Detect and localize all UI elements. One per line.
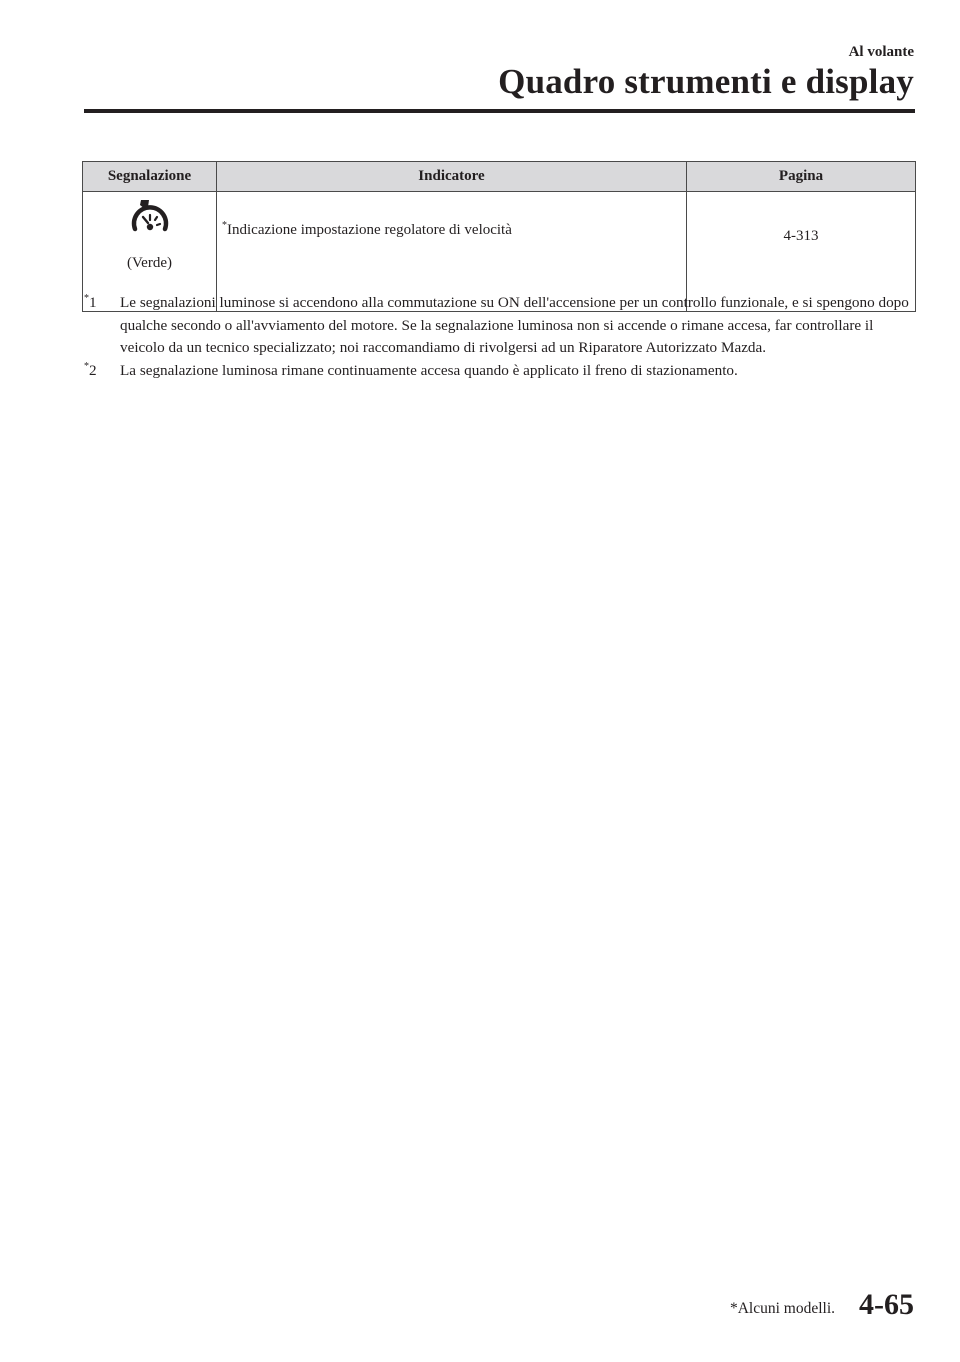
page-cell: 4-313 [687, 192, 916, 312]
footnote-asterisk: * [84, 360, 89, 372]
footnote-number: 2 [89, 361, 97, 379]
column-header-indicator: Indicatore [217, 162, 687, 192]
page-title: Quadro strumenti e display [498, 62, 914, 101]
column-header-signal: Segnalazione [83, 162, 217, 192]
indicator-asterisk: * [222, 220, 227, 231]
footnote-number: 1 [89, 294, 97, 311]
indicator-text: Indicazione impostazione regolatore di velocità [227, 222, 512, 238]
column-header-page: Pagina [687, 162, 916, 192]
icon-color-label: (Verde) [127, 255, 172, 271]
cruise-control-speedometer-icon [128, 196, 172, 246]
footnote-text: Le segnalazioni luminose si accendono alla commutazione su ON dell'accensione per un controllo funzionale, e si spengono dopo qualche secondo o all'avviamento del motore. Se la segnalazione luminosa non si accende o rimane accesa, far controllare il veicolo da un tecnico specializzato; noi raccomandiamo di rivolgersi ad un Riparatore Autorizzato Mazda. [120, 294, 909, 356]
footnote-asterisk: * [84, 292, 89, 304]
indicator-table [82, 161, 916, 312]
footnote-text: La segnalazione luminosa rimane continuamente accesa quando è applicato il freno di stazionamento. [120, 361, 738, 379]
footnotes [82, 292, 918, 382]
page-number: 4-65 [859, 1288, 914, 1321]
section-title: Al volante [848, 44, 914, 60]
footnote-2 [82, 360, 918, 383]
footer-note: *Alcuni modelli. [729, 1300, 835, 1317]
header-rule [84, 109, 915, 113]
table-header-row [83, 162, 916, 192]
footnote-1 [82, 292, 918, 360]
